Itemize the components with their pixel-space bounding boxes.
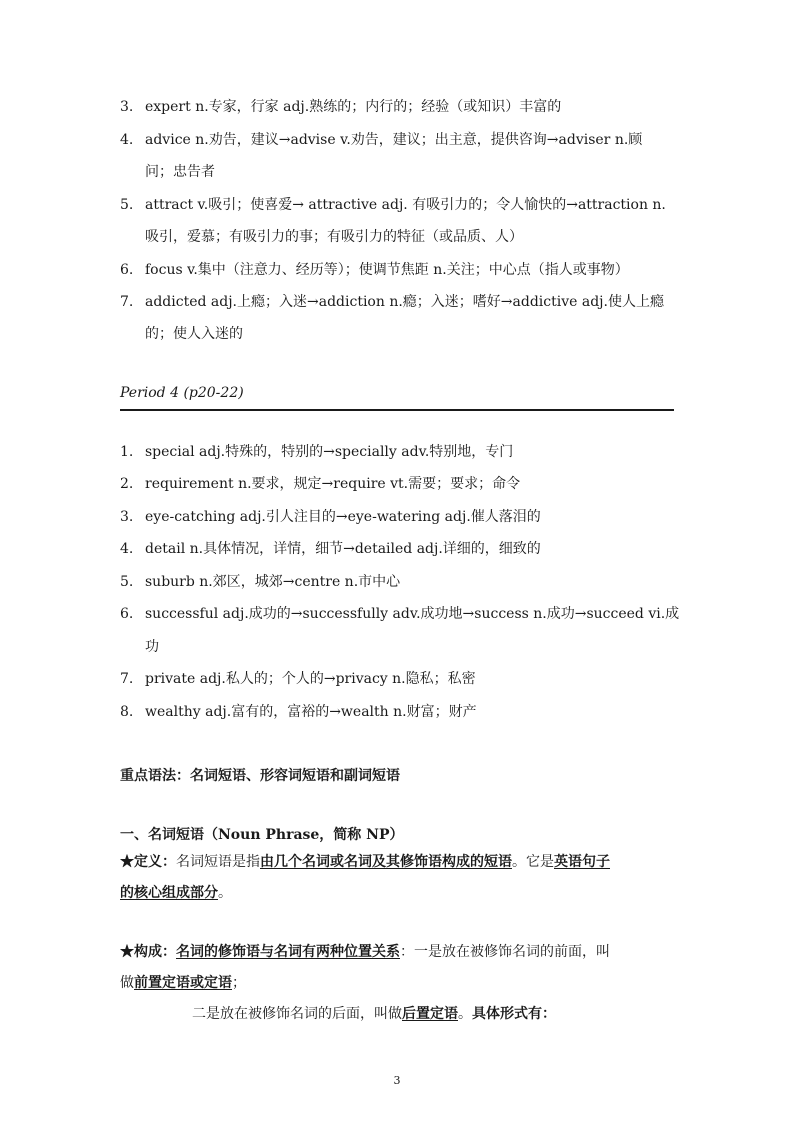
definition-emphasis: 英语句子: [554, 854, 610, 870]
item-number: 7.: [120, 671, 134, 687]
vocab-item: [120, 671, 476, 687]
structure-line-3: [192, 1006, 556, 1022]
vocab-item: [120, 574, 400, 590]
structure-emphasis: 具体形式有：: [472, 1006, 556, 1022]
item-text: attract v.吸引；使喜爱→ attractive adj. 有吸引力的；令人愉快的→attraction n.: [145, 197, 666, 213]
vocab-item: [120, 606, 679, 622]
page-number: 3: [393, 1074, 401, 1087]
section-divider: [120, 409, 674, 411]
item-number: 7.: [120, 294, 134, 310]
item-text-continued: 的；使人入迷的: [145, 326, 243, 342]
item-number: 2.: [120, 476, 134, 492]
item-number: 3.: [120, 99, 134, 115]
grammar-heading: 重点语法：名词短语、形容词短语和副词短语: [120, 768, 400, 784]
definition-emphasis: 由几个名词或名词及其修饰语构成的短语: [260, 854, 512, 870]
item-number: 4.: [120, 132, 134, 148]
noun-phrase-heading: 一、名词短语（Noun Phrase，简称 NP）: [120, 827, 404, 843]
vocab-item: [120, 476, 520, 492]
structure-text: 二是放在被修饰名词的后面，叫做: [192, 1006, 402, 1022]
item-number: 6.: [120, 262, 134, 278]
item-number: 8.: [120, 704, 134, 720]
definition-text: 名词短语是指: [176, 854, 260, 870]
vocab-item: [120, 704, 477, 720]
item-text: expert n.专家，行家 adj.熟练的；内行的；经验（或知识）丰富的: [145, 99, 562, 115]
item-number: 1.: [120, 444, 134, 460]
vocab-item: [120, 509, 541, 525]
item-text: special adj.特殊的，特别的→specially adv.特别地，专门: [145, 444, 514, 460]
item-text: private adj.私人的；个人的→privacy n.隐私；私密: [145, 671, 476, 687]
item-text: focus v.集中（注意力、经历等）；使调节焦距 n.关注；中心点（指人或事物）: [145, 262, 629, 278]
vocab-item: [120, 99, 561, 115]
vocab-item: [120, 541, 541, 557]
structure-text: 。: [458, 1006, 472, 1022]
item-number: 5.: [120, 574, 134, 590]
item-text-continued: 问；忠告者: [145, 164, 215, 180]
definition-text: 。它是: [512, 854, 554, 870]
item-text: advice n.劝告，建议→advise v.劝告，建议；出主意，提供咨询→adviser n.顾: [145, 132, 643, 148]
item-text: addicted adj.上瘾；入迷→addiction n.瘾；入迷；嗜好→addictive adj.使人上瘾: [145, 294, 664, 310]
structure-emphasis: 后置定语: [402, 1006, 458, 1022]
item-text: wealthy adj.富有的，富裕的→wealth n.财富；财产: [145, 704, 477, 720]
item-text: suburb n.郊区，城郊→centre n.市中心: [145, 574, 401, 590]
vocab-item: [120, 444, 513, 460]
item-text: eye-catching adj.引人注目的→eye-watering adj.催人落泪的: [145, 509, 541, 525]
item-number: 5.: [120, 197, 134, 213]
item-text: detail n.具体情况，详情，细节→detailed adj.详细的，细致的: [145, 541, 541, 557]
item-number: 4.: [120, 541, 134, 557]
item-number: 3.: [120, 509, 134, 525]
structure-line-2: [120, 975, 246, 991]
item-text-continued: 吸引，爱慕；有吸引力的事；有吸引力的特征（或品质、人）: [145, 229, 523, 245]
structure-text: 做: [120, 975, 134, 991]
vocab-item: [120, 262, 629, 278]
structure-emphasis: 前置定语或定语: [134, 975, 232, 991]
definition-label: ★定义：: [120, 854, 176, 870]
item-number: 6.: [120, 606, 134, 622]
item-text: requirement n.要求，规定→require vt.需要；要求；命令: [145, 476, 521, 492]
vocab-item: [120, 197, 666, 213]
definition-line-1: [120, 854, 610, 870]
definition-text: 。: [218, 885, 232, 901]
vocab-item: [120, 132, 642, 148]
structure-text: ；: [232, 975, 246, 991]
structure-text: ：一是放在被修饰名词的前面，叫: [400, 944, 610, 960]
item-text-continued: 功: [145, 639, 159, 655]
structure-emphasis: 名词的修饰语与名词有两种位置关系: [176, 944, 400, 960]
vocab-item: [120, 294, 664, 310]
structure-line-1: [120, 944, 610, 960]
period-title: Period 4 (p20-22): [120, 385, 244, 401]
definition-line-2: [120, 885, 232, 901]
definition-emphasis: 的核心组成部分: [120, 885, 218, 901]
item-text: successful adj.成功的→successfully adv.成功地→success n.成功→succeed vi.成: [145, 606, 680, 622]
structure-label: ★构成：: [120, 944, 176, 960]
